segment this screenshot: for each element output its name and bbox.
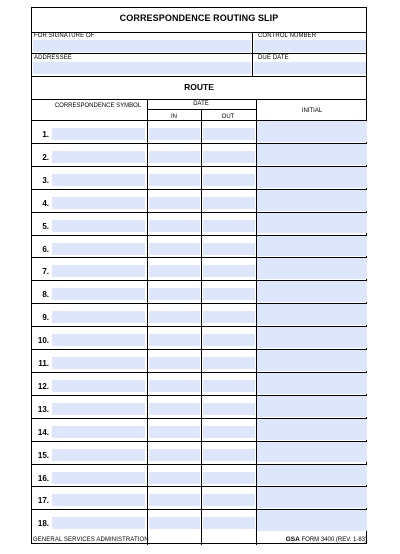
symbol-field[interactable] bbox=[52, 128, 145, 140]
initial-field[interactable] bbox=[257, 190, 367, 211]
row-number: 3. bbox=[42, 175, 49, 185]
footer-agency: GENERAL SERVICES ADMINISTRATION bbox=[33, 537, 149, 543]
row-number: 6. bbox=[42, 244, 49, 254]
date-out-field[interactable] bbox=[203, 128, 255, 140]
row-number: 10. bbox=[37, 336, 49, 346]
date-out-field[interactable] bbox=[203, 151, 255, 163]
date-out-field[interactable] bbox=[203, 357, 255, 369]
date-in-field[interactable] bbox=[149, 311, 200, 323]
control-number-label: CONTROL NUMBER bbox=[258, 33, 317, 39]
initial-field[interactable] bbox=[257, 144, 367, 165]
in-column-header: IN bbox=[171, 114, 177, 120]
symbol-field[interactable] bbox=[52, 357, 145, 369]
initial-field[interactable] bbox=[257, 258, 367, 279]
date-out-field[interactable] bbox=[203, 380, 255, 392]
row-number: 11. bbox=[38, 359, 49, 368]
symbol-field[interactable] bbox=[52, 288, 145, 300]
symbol-field[interactable] bbox=[52, 517, 145, 529]
symbol-field[interactable] bbox=[52, 494, 145, 506]
routing-slip-form bbox=[31, 7, 367, 544]
date-in-field[interactable] bbox=[149, 128, 200, 140]
row-number: 18. bbox=[37, 519, 49, 529]
initial-field[interactable] bbox=[257, 350, 367, 371]
initial-field[interactable] bbox=[257, 487, 367, 508]
signature-label: FOR SIGNATURE OF bbox=[34, 33, 95, 39]
initial-field[interactable] bbox=[257, 510, 367, 531]
date-in-field[interactable] bbox=[149, 265, 200, 277]
symbol-field[interactable] bbox=[52, 334, 145, 346]
row-number: 7. bbox=[42, 267, 49, 277]
symbol-field[interactable] bbox=[52, 243, 145, 255]
date-out-field[interactable] bbox=[203, 265, 255, 277]
date-in-field[interactable] bbox=[149, 380, 200, 392]
due-date-label: DUE DATE bbox=[258, 55, 289, 61]
symbol-field[interactable] bbox=[52, 265, 145, 277]
date-in-field[interactable] bbox=[149, 151, 200, 163]
date-out-field[interactable] bbox=[203, 220, 255, 232]
date-in-field[interactable] bbox=[149, 334, 200, 346]
initial-field[interactable] bbox=[257, 419, 367, 440]
date-out-field[interactable] bbox=[203, 174, 255, 186]
row-number: 5. bbox=[42, 221, 49, 231]
initial-field[interactable] bbox=[257, 442, 367, 463]
initial-field[interactable] bbox=[257, 465, 367, 486]
initial-column-header: INITIAL bbox=[301, 108, 323, 114]
addressee-label: ADDRESSEE bbox=[34, 55, 72, 61]
footer-form-name: GSA bbox=[285, 536, 300, 543]
symbol-field[interactable] bbox=[52, 174, 145, 186]
date-in-field[interactable] bbox=[149, 243, 200, 255]
initial-field[interactable] bbox=[257, 281, 367, 302]
symbol-field[interactable] bbox=[52, 380, 145, 392]
symbol-field[interactable] bbox=[52, 311, 145, 323]
row-number: 1. bbox=[42, 130, 49, 139]
date-out-field[interactable] bbox=[203, 449, 255, 461]
out-column-header: OUT bbox=[221, 114, 235, 120]
date-out-field[interactable] bbox=[203, 517, 255, 529]
date-in-field[interactable] bbox=[149, 472, 200, 484]
symbol-column-header: CORRESPONDENCE SYMBOL bbox=[54, 103, 142, 109]
route-title: ROUTE bbox=[184, 82, 214, 92]
footer-form-id bbox=[286, 536, 367, 543]
row-number: 8. bbox=[42, 290, 49, 300]
initial-field[interactable] bbox=[257, 213, 367, 234]
date-in-field[interactable] bbox=[149, 174, 200, 186]
date-out-field[interactable] bbox=[203, 472, 255, 484]
symbol-field[interactable] bbox=[52, 403, 145, 415]
date-in-field[interactable] bbox=[149, 357, 200, 369]
symbol-field[interactable] bbox=[52, 197, 145, 209]
date-out-field[interactable] bbox=[203, 403, 255, 415]
date-in-field[interactable] bbox=[149, 494, 200, 506]
initial-field[interactable] bbox=[257, 167, 367, 188]
date-out-field[interactable] bbox=[203, 334, 255, 346]
symbol-field[interactable] bbox=[52, 151, 145, 163]
date-in-field[interactable] bbox=[149, 288, 200, 300]
row-number: 14. bbox=[37, 427, 49, 437]
symbol-field[interactable] bbox=[52, 472, 145, 484]
date-out-field[interactable] bbox=[203, 197, 255, 209]
symbol-field[interactable] bbox=[52, 220, 145, 232]
date-out-field[interactable] bbox=[203, 288, 255, 300]
initial-field[interactable] bbox=[257, 396, 367, 417]
date-column-header: DATE bbox=[193, 101, 209, 107]
form-title: CORRESPONDENCE ROUTING SLIP bbox=[119, 13, 279, 23]
date-out-field[interactable] bbox=[203, 311, 255, 323]
date-out-field[interactable] bbox=[203, 426, 255, 438]
initial-field[interactable] bbox=[257, 236, 367, 257]
date-in-field[interactable] bbox=[149, 197, 200, 209]
date-in-field[interactable] bbox=[149, 403, 200, 415]
initial-field[interactable] bbox=[257, 327, 367, 348]
row-number: 12. bbox=[37, 381, 49, 391]
date-out-field[interactable] bbox=[203, 243, 255, 255]
row-number: 13. bbox=[37, 404, 49, 414]
initial-field[interactable] bbox=[257, 121, 367, 142]
row-number: 15. bbox=[37, 450, 49, 460]
row-number: 9. bbox=[42, 313, 49, 323]
initial-field[interactable] bbox=[257, 304, 367, 325]
initial-field[interactable] bbox=[257, 373, 367, 394]
row-number: 2. bbox=[42, 152, 49, 162]
footer-form-number: FORM 3400 bbox=[301, 537, 335, 543]
date-in-field[interactable] bbox=[149, 449, 200, 461]
row-number: 17. bbox=[37, 496, 49, 506]
date-in-field[interactable] bbox=[149, 220, 200, 232]
date-out-field[interactable] bbox=[203, 494, 255, 506]
row-number: 4. bbox=[42, 198, 49, 208]
route-rows bbox=[32, 8, 366, 543]
row-number: 16. bbox=[37, 473, 49, 483]
footer-revision: (REV. 1-83) bbox=[335, 537, 367, 543]
date-in-field[interactable] bbox=[149, 517, 200, 529]
symbol-field[interactable] bbox=[52, 449, 145, 461]
symbol-field[interactable] bbox=[52, 426, 145, 438]
date-in-field[interactable] bbox=[149, 426, 200, 438]
